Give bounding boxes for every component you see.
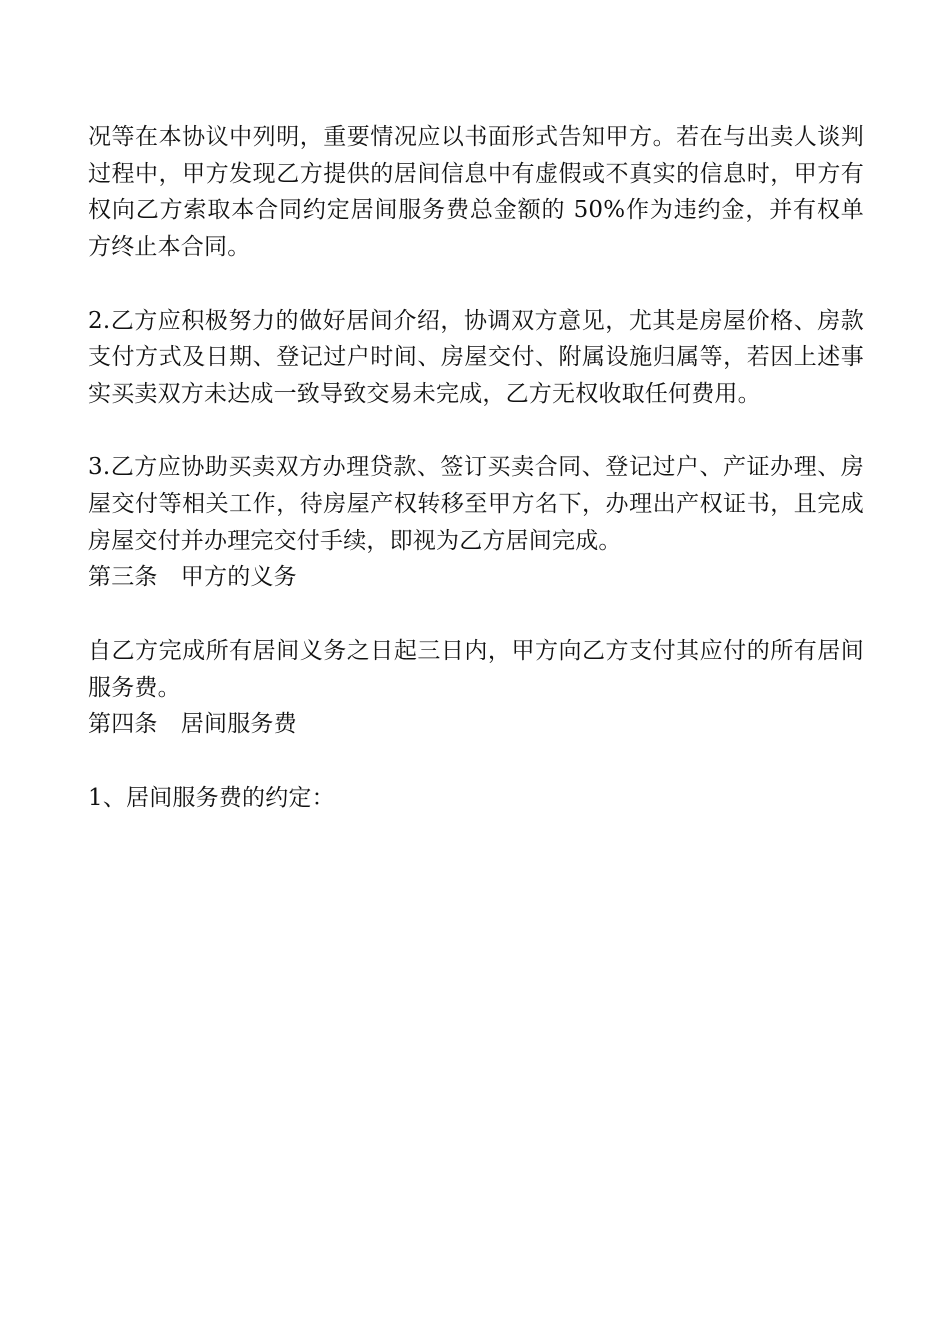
- paragraph-fee-agreement: 1、居间服务费的约定：: [88, 784, 335, 811]
- document-body: [88, 119, 864, 816]
- paragraph-clause-3: 3.乙方应协助买卖双方办理贷款、签订买卖合同、登记过户、产证办理、房屋交付等相关工作，待房屋产权转移至甲方名下，办理出产权证书，且完成房屋交付并办理完交付手续，即视为乙方居间完成。: [88, 454, 864, 554]
- section-heading-article-3: 第三条 甲方的义务: [88, 564, 297, 591]
- paragraph-intermediary-info: 况等在本协议中列明，重要情况应以书面形式告知甲方。若在与出卖人谈判过程中，甲方发现乙方提供的居间信息中有虚假或不真实的信息时，甲方有权向乙方索取本合同约定居间服务费总金额的 50%作为违约金，并有权单方终止本合同。: [88, 124, 864, 261]
- paragraph-clause-2: 2.乙方应积极努力的做好居间介绍，协调双方意见，尤其是房屋价格、房款支付方式及日期、登记过户时间、房屋交付、附属设施归属等，若因上述事实买卖双方未达成一致导致交易未完成，乙方无权收取任何费用。: [88, 307, 864, 407]
- section-heading-article-4: 第四条 居间服务费: [88, 711, 297, 738]
- paragraph-party-a-obligation: 自乙方完成所有居间义务之日起三日内，甲方向乙方支付其应付的所有居间服务费。: [88, 637, 864, 701]
